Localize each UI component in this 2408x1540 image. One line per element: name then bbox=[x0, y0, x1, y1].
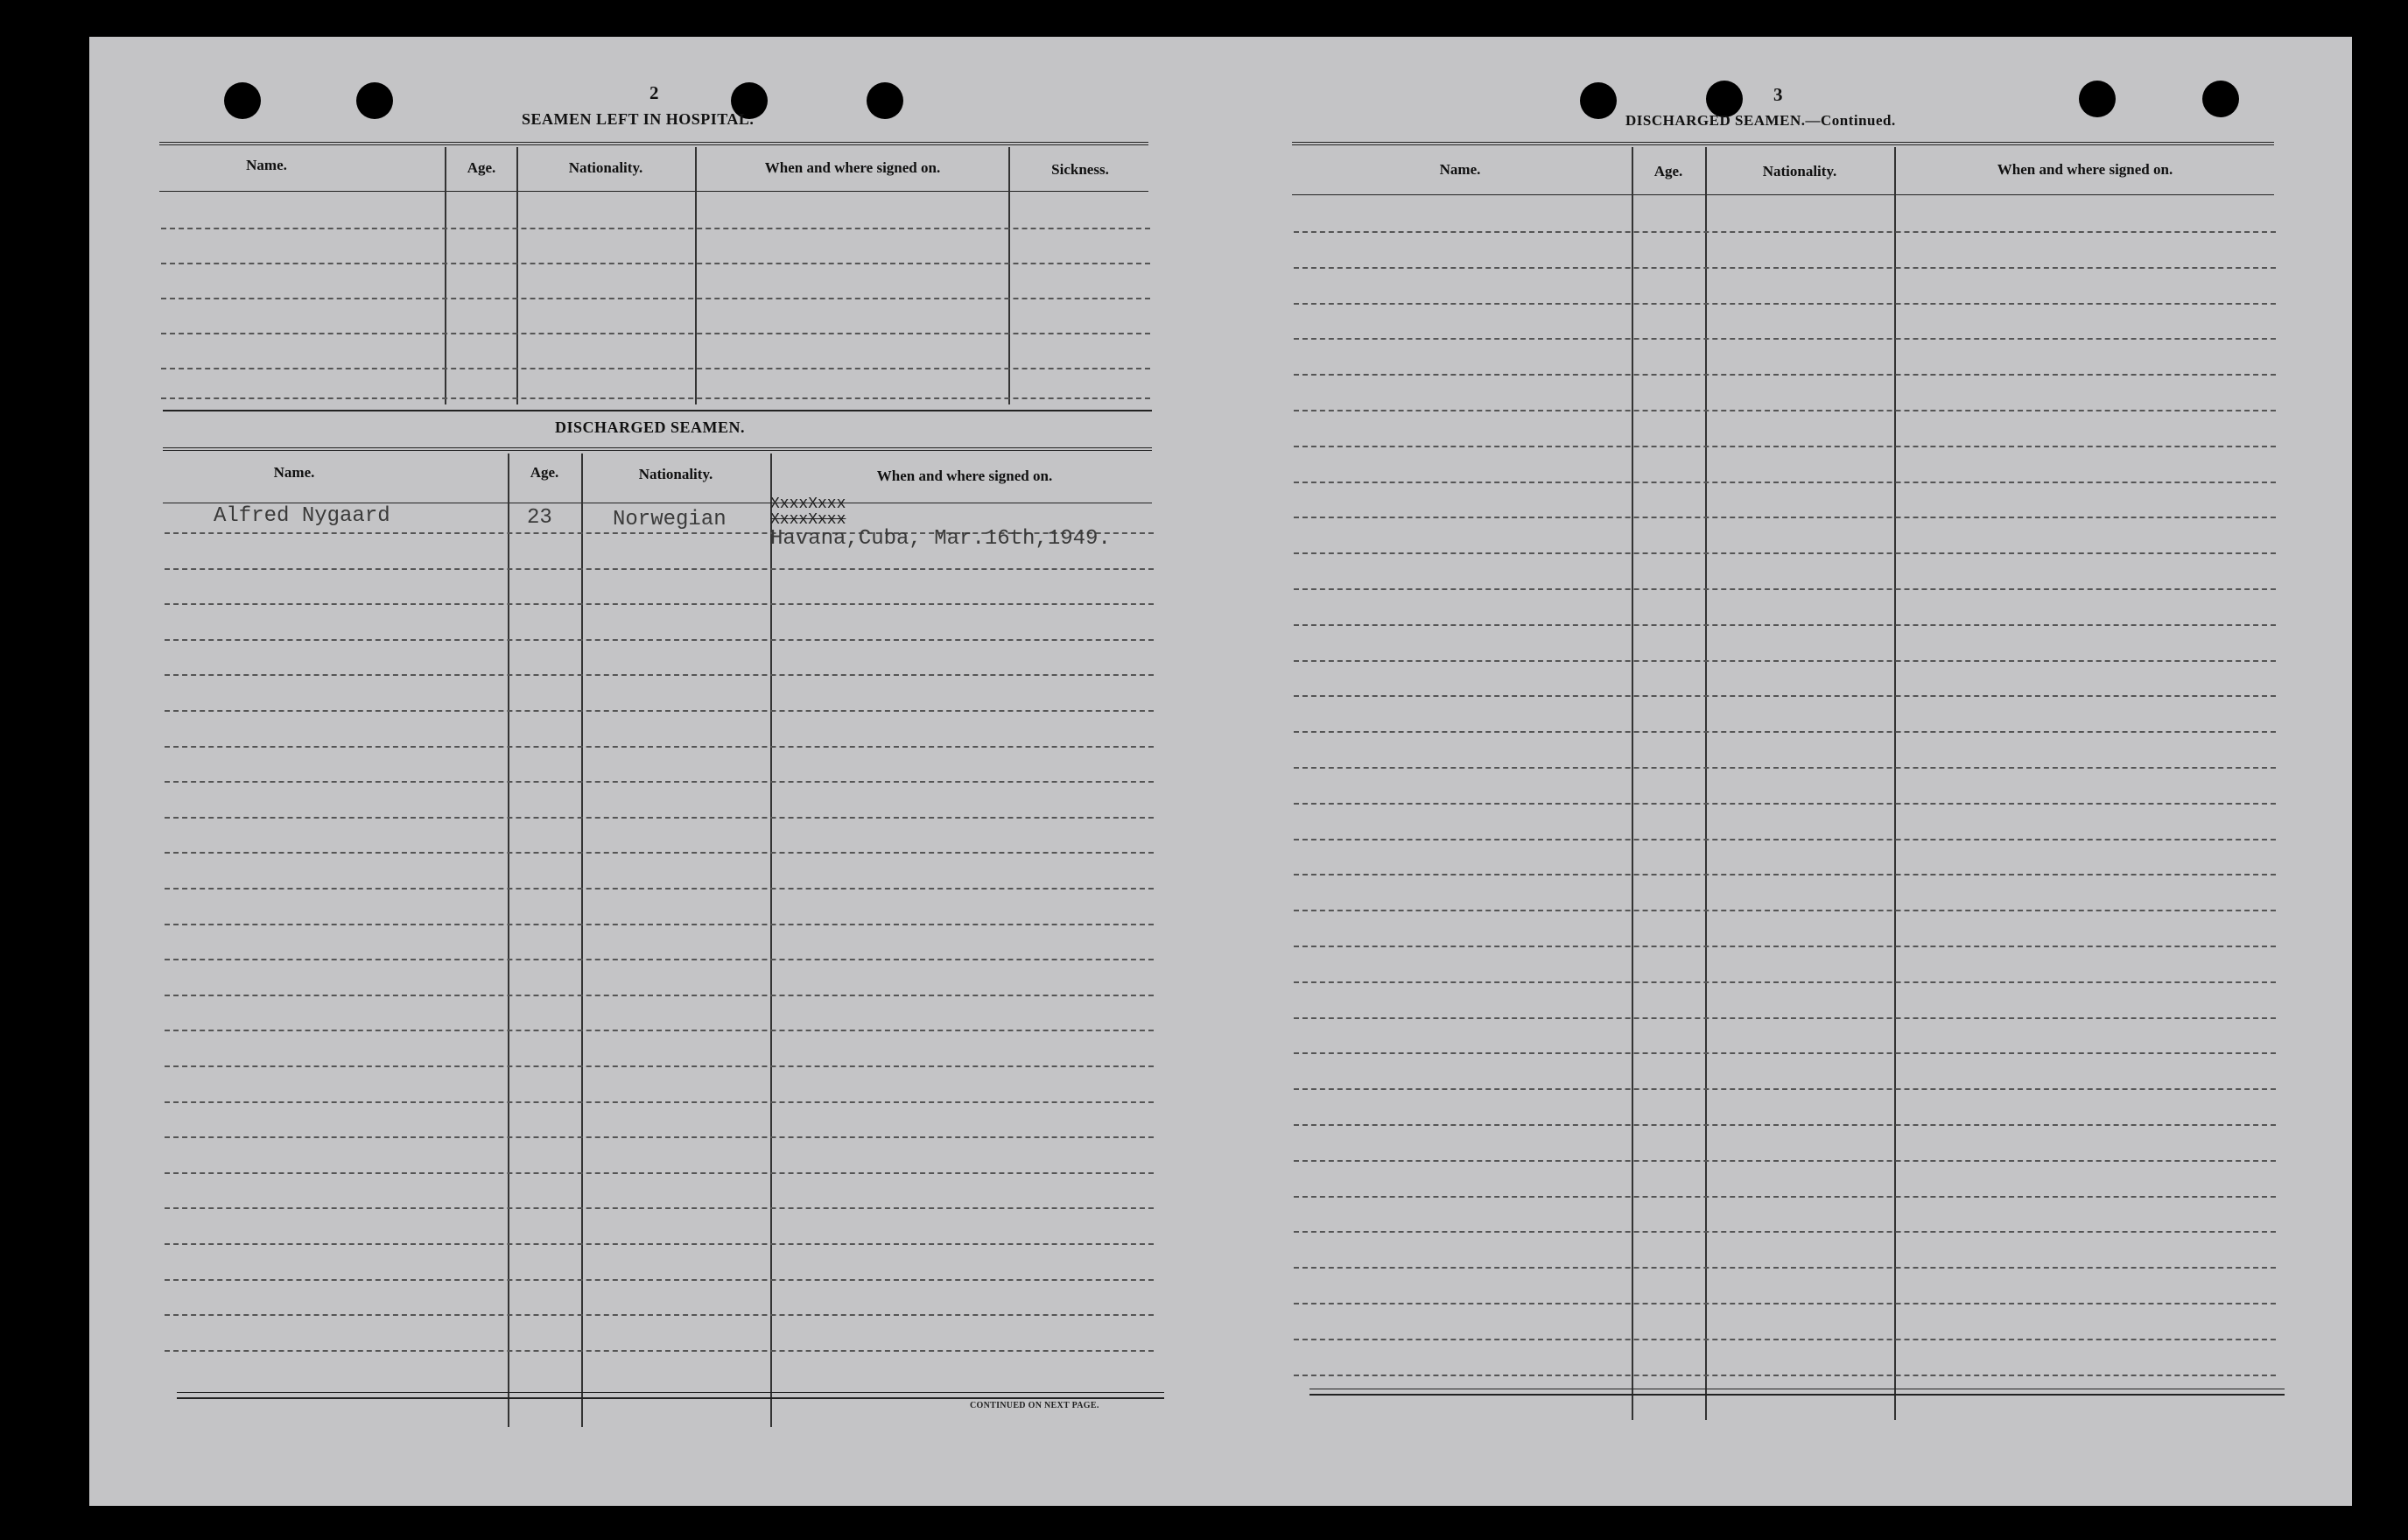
column-separator bbox=[770, 454, 772, 1427]
column-separator bbox=[516, 147, 518, 404]
binder-hole bbox=[224, 82, 261, 119]
entry-line bbox=[1294, 374, 2276, 376]
entry-line bbox=[1294, 1375, 2276, 1376]
entry-line bbox=[165, 568, 1154, 570]
entry-line bbox=[1294, 1267, 2276, 1269]
column-separator bbox=[695, 147, 697, 404]
binder-hole bbox=[867, 82, 903, 119]
entry-line bbox=[161, 368, 1150, 369]
entry-line bbox=[1294, 1052, 2276, 1054]
entry-line bbox=[1294, 1303, 2276, 1304]
entry-line bbox=[165, 1279, 1154, 1281]
entry-line bbox=[1294, 482, 2276, 483]
entry-line bbox=[161, 333, 1150, 334]
entry-line bbox=[1294, 410, 2276, 411]
binder-hole bbox=[2079, 81, 2116, 117]
entry-line bbox=[165, 852, 1154, 854]
entry-line bbox=[165, 639, 1154, 641]
struck-out-text: XxxxXxxx bbox=[770, 511, 846, 529]
entry-line bbox=[165, 995, 1154, 996]
column-header-nationality: Nationality. bbox=[638, 466, 713, 482]
entry-line bbox=[1294, 803, 2276, 805]
seaman-signed-on: Havana,Cuba, Mar.16th,1949. bbox=[770, 527, 1111, 551]
struck-out-text: XxxxXxxx bbox=[770, 496, 846, 513]
entry-line bbox=[165, 1065, 1154, 1067]
page-number: 2 bbox=[649, 82, 659, 103]
entry-line bbox=[165, 1136, 1154, 1138]
entry-line bbox=[161, 228, 1150, 229]
entry-line bbox=[1294, 1339, 2276, 1340]
column-header-age: Age. bbox=[1653, 163, 1683, 179]
entry-line bbox=[1294, 839, 2276, 840]
entry-line bbox=[1294, 731, 2276, 733]
column-header-signed-on: When and where signed on. bbox=[1997, 161, 2173, 178]
divider bbox=[1292, 142, 2274, 145]
entry-line bbox=[1294, 767, 2276, 769]
entry-line bbox=[165, 603, 1154, 605]
column-header-nationality: Nationality. bbox=[1762, 163, 1837, 179]
entry-line bbox=[1294, 1017, 2276, 1019]
header-underline bbox=[159, 191, 1148, 192]
entry-line bbox=[165, 1030, 1154, 1031]
entry-line bbox=[165, 959, 1154, 960]
divider bbox=[177, 1397, 1164, 1399]
entry-line bbox=[161, 298, 1150, 299]
entry-line bbox=[1294, 1160, 2276, 1162]
entry-line bbox=[1294, 1088, 2276, 1090]
seaman-nationality: Norwegian bbox=[613, 508, 727, 531]
divider bbox=[1309, 1394, 2285, 1396]
entry-line bbox=[165, 746, 1154, 748]
entry-line bbox=[1294, 267, 2276, 269]
divider bbox=[159, 142, 1148, 145]
discharged-section-title: DISCHARGED SEAMEN. bbox=[555, 418, 746, 436]
column-header-sickness: Sickness. bbox=[1051, 161, 1109, 178]
column-header-name: Name. bbox=[1439, 161, 1481, 178]
entry-line bbox=[1294, 1124, 2276, 1126]
entry-line bbox=[1294, 303, 2276, 305]
seaman-age: 23 bbox=[527, 506, 552, 530]
entry-line bbox=[1294, 695, 2276, 697]
page-number: 3 bbox=[1773, 84, 1783, 105]
entry-line bbox=[165, 1101, 1154, 1103]
column-separator bbox=[581, 454, 583, 1427]
entry-line bbox=[1294, 517, 2276, 518]
entry-line bbox=[165, 1314, 1154, 1316]
entry-line bbox=[165, 1172, 1154, 1174]
entry-line bbox=[1294, 946, 2276, 947]
entry-line bbox=[1294, 552, 2276, 554]
entry-line bbox=[165, 1207, 1154, 1209]
column-separator bbox=[445, 147, 446, 404]
entry-line bbox=[165, 1243, 1154, 1245]
column-header-age: Age. bbox=[530, 464, 559, 481]
column-separator bbox=[508, 454, 509, 1427]
entry-line bbox=[165, 888, 1154, 890]
column-header-nationality: Nationality. bbox=[568, 159, 643, 176]
column-separator bbox=[1008, 147, 1010, 404]
column-header-name: Name. bbox=[273, 464, 315, 481]
column-header-signed-on: When and where signed on. bbox=[876, 468, 1053, 484]
entry-line bbox=[165, 710, 1154, 712]
divider bbox=[163, 410, 1152, 411]
entry-line bbox=[161, 397, 1150, 399]
hospital-section-title: SEAMEN LEFT IN HOSPITAL. bbox=[522, 110, 755, 128]
entry-line bbox=[1294, 446, 2276, 447]
continued-note: CONTINUED ON NEXT PAGE. bbox=[970, 1401, 1099, 1410]
header-underline bbox=[1292, 194, 2274, 195]
binder-hole bbox=[1580, 82, 1617, 119]
entry-line bbox=[1294, 1231, 2276, 1233]
entry-line bbox=[1294, 910, 2276, 911]
entry-line bbox=[1294, 588, 2276, 590]
entry-line bbox=[1294, 624, 2276, 626]
column-header-name: Name. bbox=[246, 157, 287, 173]
entry-line bbox=[165, 924, 1154, 925]
entry-line bbox=[1294, 338, 2276, 340]
column-header-signed-on: When and where signed on. bbox=[764, 159, 941, 176]
entry-line bbox=[1294, 981, 2276, 983]
entry-line bbox=[1294, 660, 2276, 662]
entry-line bbox=[165, 674, 1154, 676]
entry-line bbox=[161, 263, 1150, 264]
discharged-continued-title: DISCHARGED SEAMEN.—Continued. bbox=[1625, 112, 1896, 129]
entry-line bbox=[165, 1350, 1154, 1352]
divider bbox=[177, 1392, 1164, 1393]
entry-line bbox=[1294, 1196, 2276, 1198]
entry-line bbox=[1294, 874, 2276, 875]
divider bbox=[163, 447, 1152, 451]
binder-hole bbox=[356, 82, 393, 119]
entry-line bbox=[165, 781, 1154, 783]
entry-line bbox=[165, 817, 1154, 819]
document-sheet bbox=[89, 37, 2352, 1506]
binder-hole bbox=[2202, 81, 2239, 117]
entry-line bbox=[1294, 231, 2276, 233]
seaman-name: Alfred Nygaard bbox=[214, 504, 390, 528]
column-header-age: Age. bbox=[467, 159, 496, 176]
